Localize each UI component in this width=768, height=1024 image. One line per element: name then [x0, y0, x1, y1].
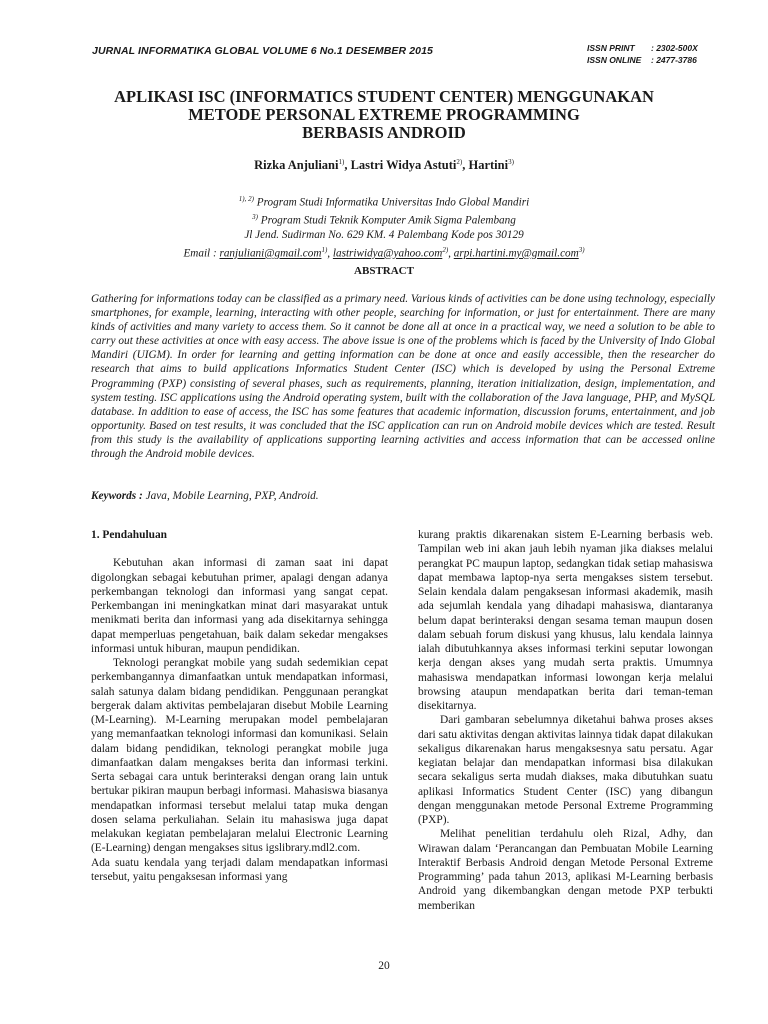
left-column	[91, 528, 388, 884]
keywords-line	[91, 490, 715, 502]
right-column	[418, 528, 713, 913]
email-link-1[interactable]: ranjuliani@gmail.com	[219, 247, 322, 260]
affiliation-1-text: Program Studi Informatika Universitas Indo Global Mandiri	[253, 196, 530, 209]
email-line: Email : ranjuliani@gmail.com$^{1)}$, lastriwidya@yahoo.com$^{2)}$, arpi.hartini.my@gmail.com$^{3)}$	[183, 245, 585, 260]
paragraph-5: Dari gambaran sebelumnya diketahui bahwa proses akses dari satu aktivitas dengan aktivitas lainnya tidak dapat dilakukan sekaligus dikarenakan harus mengaksesnya satu persatu. Agar kegiatan belajar dan mendapatkan informasi bisa dilakukan secara sekaligus serta mudah diakses, maka dibutuhkan suatu aplikasi Informatics Student Center (ISC) yang dibangun dengan menggunakan metode Personal Extreme Programming (PXP).	[418, 714, 713, 826]
author-3-sup: 3)	[508, 158, 514, 166]
paper-title	[60, 88, 708, 142]
issn-print-value: : 2302-500X	[651, 43, 698, 53]
paragraph-2: Teknologi perangkat mobile yang sudah sedemikian cepat perkembangannya dimanfaatkan untuk mendapatkan informasi, salah satunya dalam bidang pendidikan. Penggunaan perangkat bergerak dalam aktivitas pembelajaran disebut Mobile Learning (M-Learning). M-Learning merupakan model pembelajaran yang memanfaatkan teknologi informasi dan komunikasi. Selain dalam bidang pendidikan, teknologi perangkat mobile juga dimanfaatkan dalam mengakses berita dan informasi terkini. Serta sebagai cara untuk berinteraksi dengan orang lain untuk bertukar pikiran maupun berbagi informasi. Mahasiswa biasanya mendapatkan informasi tersebut melalui tatap muka dengan dosen selama perkuliahan. Selain itu mahasiswa juga dapat melakukan kegiatan pembelajaran melalui Electronic Learning (E-Learning) dengan mengakses situs igslibrary.mdl2.com.	[91, 657, 388, 855]
page-header	[92, 42, 722, 70]
issn-online-label: ISSN ONLINE	[587, 55, 642, 65]
author-3: , Hartini	[462, 158, 509, 173]
email-1-sup: 1)	[321, 245, 328, 254]
paragraph-6: Melihat penelitian terdahulu oleh Rizal, Adhy, dan Wirawan dalam ‘Perancangan dan Pembuatan Mobile Learning Interaktif Berbasis Android dengan Metode Personal Extreme Programming’ pada tahun 2013, aplikasi M-Learning berbasis Android yang dikembangkan dengan metode PXP terbukti memberikan	[418, 828, 713, 912]
email-2-sup: 2)	[442, 245, 449, 254]
affiliation-line-1	[60, 192, 708, 210]
affiliations	[60, 192, 708, 261]
email-label: Email :	[183, 247, 220, 260]
author-2: , Lastri Widya Astuti	[344, 158, 457, 173]
journal-name: JURNAL INFORMATIKA GLOBAL VOLUME 6 No.1 DESEMBER 2015	[92, 45, 433, 57]
paragraph-3: Ada suatu kendala yang terjadi dalam mendapatkan informasi tersebut, yaitu pengaksesan informasi yang	[91, 856, 388, 883]
abstract-text: Gathering for informations today can be classified as a primary need. Various kinds of activities can be done using technology, especially smartphones, for example, learning, interacting with other people, searching for information, or just for entertainment. There are many kinds of activities and many variety to access them. So it cannot be done all at once in a practical way, we need a solution to be able to carry out these activities at once with easy access. The above issue is one of the problems which is faced by the University of Indo Global Mandiri (UIGM). In order for learning and getting information can be done at once and easily accessible, then the researcher do research that aims to build applications Informatics Student Center (ISC) which is developed by using the Personal Extreme Programming (PXP) consisting of several phases, such as requirements, planning, iteration initialization, design, implementation, and system testing. ISC applications using the Android operating system, built with the collaboration of the Java language, PHP, and MySQL database. In addition to ease of access, the ISC has some features that academic information, discussion forums, entertainment, and job opportunity. Based on test results, it was concluded that the ISC application can run on Android mobile devices which are tested. Result from this study is the availability of applications supporting learning activities and access information that can be accessed online through the Android mobile devices.	[91, 293, 715, 461]
issn-block	[587, 42, 722, 66]
affiliation-2-text: Program Studi Teknik Komputer Amik Sigma Palembang	[258, 214, 516, 227]
email-3-sup: 3)	[578, 245, 585, 254]
affiliation-2-sup: 3)	[252, 213, 258, 222]
email-link-2[interactable]: lastriwidya@yahoo.com	[332, 247, 443, 260]
keywords-text: Java, Mobile Learning, PXP, Android.	[145, 490, 319, 502]
section-heading: 1. Pendahuluan	[91, 529, 167, 541]
issn-print-label: ISSN PRINT	[587, 43, 635, 53]
title-line-2: METODE PERSONAL EXTREME PROGRAMMING	[188, 105, 580, 124]
author-1-sup: 1)	[338, 158, 345, 166]
abstract-heading: ABSTRACT	[354, 265, 414, 277]
issn-online-value: : 2477-3786	[651, 55, 697, 65]
keywords-sep: :	[136, 490, 146, 502]
title-line-1: APLIKASI ISC (INFORMATICS STUDENT CENTER) MENGGUNAKAN	[114, 87, 654, 106]
keywords-label: Keywords	[91, 490, 137, 502]
author-1: Rizka Anjuliani	[254, 158, 339, 173]
affiliation-1-sup: 1), 2)	[238, 195, 254, 203]
paragraph-4: kurang praktis dikarenakan sistem E-Learning berbasis web. Tampilan web ini akan jauh lebih nyaman jika diakses melalui perangkat PC maupun laptop, sedangkan tidak setiap mahasiswa dapat membawa laptop-nya serta mengakses sistem tersebut. Selain kendala dalam pengaksesan informasi akademik, masih ada sejumlah kendala yang dihadapi mahasiswa, diantaranya belum dapat berinteraksi dengan sesama teman maupun dosen dalam sebuah forum diskusi yang khusus, lalu kendala lainnya ialah dibutuhkannya akses informasi terkini seputar lowongan kerja dengan akses yang mudah serta praktis. Umumnya mahasiswa mendapatkan informasi lowongan kerja melalui browsing ataupun mendapatkan berita dari teman-teman disekitarnya.	[418, 529, 713, 712]
page-number: 20	[378, 960, 390, 972]
paragraph-1: Kebutuhan akan informasi di zaman saat ini dapat digolongkan sebagai kebutuhan primer, apalagi dengan adanya perkembangan teknologi dan informasi yang sangat cepat. Perkembangan ini meningkatkan minat dari masyarakat untuk menikmati berita dan informasi yang ada disekitarnya sehingga dapat memperluas pengetahuan, baik dalam sekedar mengakses informasi untuk hiburan, maupun pendidikan.	[91, 557, 388, 655]
email-link-3[interactable]: arpi.hartini.my@gmail.com	[453, 247, 579, 260]
author-2-sup: 2)	[456, 158, 463, 166]
affiliation-line-2	[60, 210, 708, 228]
title-line-3: BERBASIS ANDROID	[302, 123, 466, 142]
affiliation-address: Jl Jend. Sudirman No. 629 KM. 4 Palembang Kode pos 30129	[244, 229, 524, 242]
author-list	[60, 158, 708, 173]
